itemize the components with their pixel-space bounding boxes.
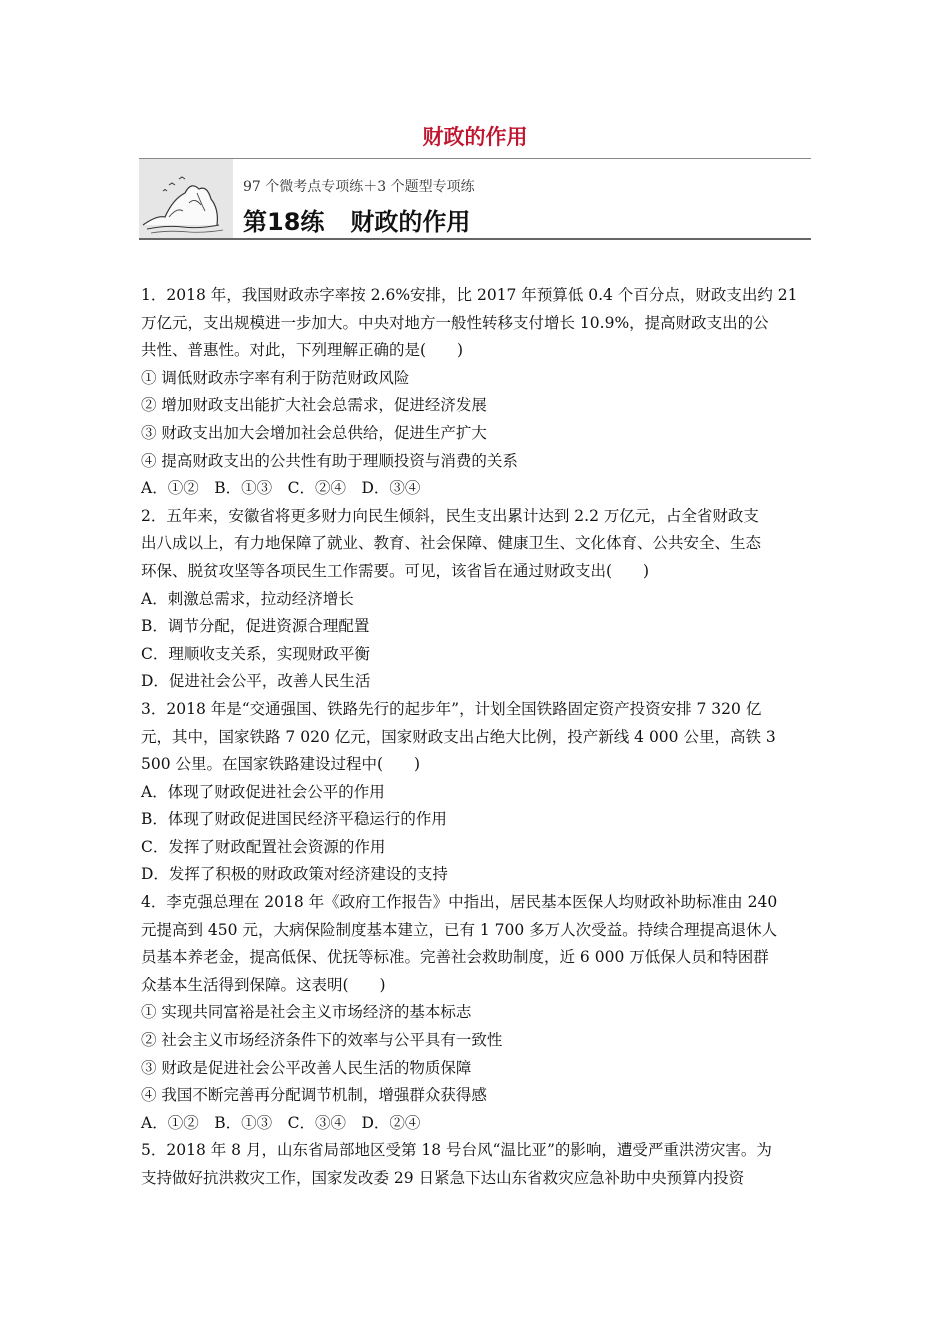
question-option: A．①② B．①③ C．③④ D．②④ bbox=[141, 1113, 421, 1132]
lesson-banner bbox=[139, 158, 811, 240]
lesson-number: 第18练 bbox=[243, 208, 325, 236]
question-stem-line: 出八成以上，有力地保障了就业、教育、社会保障、健康卫生、文化体育、公共安全、生态 bbox=[141, 534, 762, 553]
lesson-name: 财政的作用 bbox=[350, 208, 471, 236]
question-stem-line: 元，其中，国家铁路 7 020 亿元，国家财政支出占绝大比例，投产新线 4 000 公里，高铁 3 bbox=[141, 727, 776, 746]
series-subtitle: 97 个微考点专项练＋3 个题型专项练 bbox=[243, 179, 475, 195]
question-2 bbox=[141, 503, 817, 696]
question-stem-line: 共性、普惠性。对此，下列理解正确的是( ) bbox=[141, 341, 464, 360]
question-stem-line: 支持做好抗洪救灾工作，国家发改委 29 日紧急下达山东省救灾应急补助中央预算内投资 bbox=[141, 1169, 745, 1187]
question-option: B．调节分配，促进资源合理配置 bbox=[141, 617, 370, 636]
question-stem-line: 4．李克强总理在 2018 年《政府工作报告》中指出，居民基本医保人均财政补助标准由 240 bbox=[141, 893, 778, 912]
question-option: A．①② B．①③ C．②④ D．③④ bbox=[141, 479, 421, 498]
question-1 bbox=[141, 282, 817, 503]
banner-bottom-rule bbox=[139, 238, 811, 240]
question-stem-line: 1．2018 年，我国财政赤字率按 2.6%安排，比 2017 年预算低 0.4 个百分点，财政支出约 21 bbox=[141, 286, 798, 304]
question-4 bbox=[141, 889, 817, 1137]
question-stem-line: 员基本养老金，提高低保、优抚等标准。完善社会救助制度，近 6 000 万低保人员和特困群 bbox=[141, 948, 769, 967]
question-3 bbox=[141, 696, 817, 889]
lesson-heading bbox=[243, 202, 470, 237]
question-option: ④ 提高财政支出的公共性有助于理顺投资与消费的关系 bbox=[141, 451, 518, 470]
question-option: A．体现了财政促进社会公平的作用 bbox=[141, 782, 385, 801]
page-title: 财政的作用 bbox=[422, 125, 528, 149]
question-option: ③ 财政支出加大会增加社会总供给，促进生产扩大 bbox=[141, 423, 487, 442]
question-option: ② 社会主义市场经济条件下的效率与公平具有一致性 bbox=[141, 1031, 503, 1050]
question-option: A．刺激总需求，拉动经济增长 bbox=[141, 589, 354, 608]
question-5 bbox=[141, 1137, 817, 1192]
question-option: C．发挥了财政配置社会资源的作用 bbox=[141, 837, 386, 856]
question-list bbox=[141, 282, 817, 1193]
question-option: ④ 我国不断完善再分配调节机制，增强群众获得感 bbox=[141, 1086, 487, 1105]
question-option: D．发挥了积极的财政政策对经济建设的支持 bbox=[141, 865, 448, 884]
mountain-illustration-icon bbox=[139, 159, 233, 238]
question-stem-line: 3．2018 年是“交通强国、铁路先行的起步年”，计划全国铁路固定资产投资安排 7 320 亿 bbox=[141, 699, 762, 718]
question-stem-line: 500 公里。在国家铁路建设过程中( ) bbox=[141, 755, 421, 774]
question-option: D．促进社会公平，改善人民生活 bbox=[141, 672, 371, 691]
question-stem-line: 2．五年来，安徽省将更多财力向民生倾斜，民生支出累计达到 2.2 万亿元，占全省财政支 bbox=[141, 506, 759, 525]
question-option: C．理顺收支关系，实现财政平衡 bbox=[141, 644, 370, 663]
question-option: B．体现了财政促进国民经济平稳运行的作用 bbox=[141, 810, 447, 829]
question-stem-line: 5．2018 年 8 月，山东省局部地区受第 18 号台风“温比亚”的影响，遭受严重洪涝灾害。为 bbox=[141, 1141, 772, 1160]
question-option: ② 增加财政支出能扩大社会总需求，促进经济发展 bbox=[141, 396, 487, 415]
question-option: ① 调低财政赤字率有利于防范财政风险 bbox=[141, 368, 410, 387]
question-stem-line: 众基本生活得到保障。这表明( ) bbox=[141, 975, 386, 994]
question-option: ① 实现共同富裕是社会主义市场经济的基本标志 bbox=[141, 1003, 472, 1022]
banner-top-rule bbox=[139, 158, 811, 159]
question-stem-line: 环保、脱贫攻坚等各项民生工作需要。可见，该省旨在通过财政支出( ) bbox=[141, 561, 650, 580]
question-option: ③ 财政是促进社会公平改善人民生活的物质保障 bbox=[141, 1058, 472, 1077]
question-stem-line: 万亿元，支出规模进一步加大。中央对地方一般性转移支付增长 10.9%，提高财政支出的公 bbox=[141, 313, 769, 332]
question-stem-line: 元提高到 450 元，大病保险制度基本建立，已有 1 700 多万人次受益。持续合理提高退休人 bbox=[141, 920, 778, 939]
